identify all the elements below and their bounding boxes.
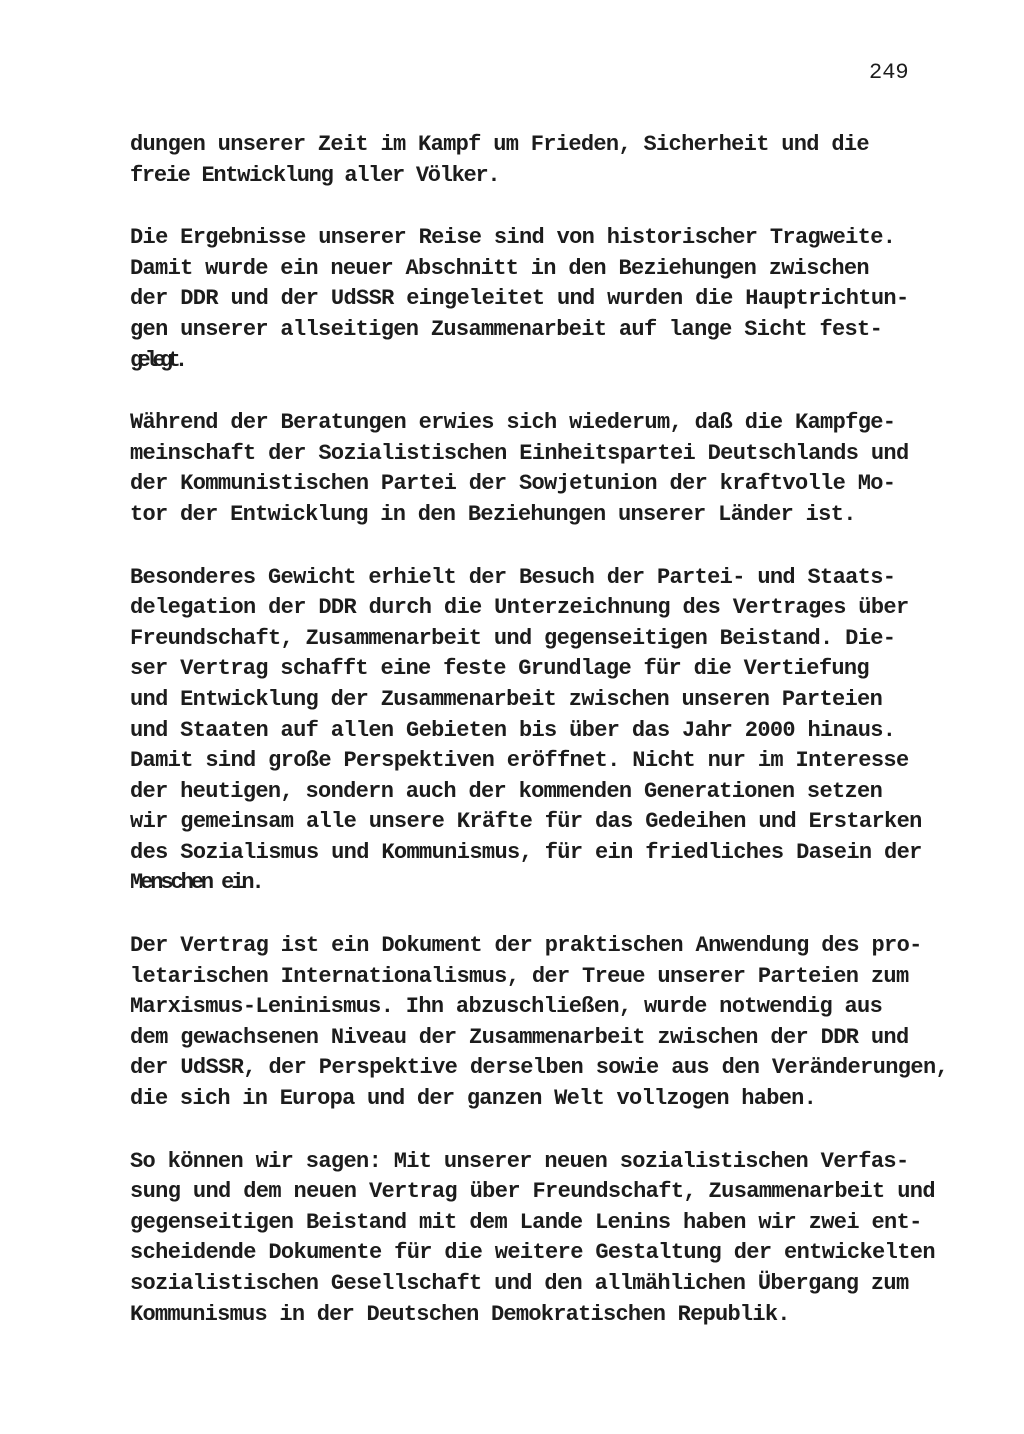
text-line: ser Vertrag schafft eine feste Grundlage für die Vertiefung [130, 656, 869, 682]
text-line: sozialistischen Gesellschaft und den allmählichen Übergang zum [130, 1271, 909, 1296]
page-number: 249 [869, 60, 909, 85]
paragraph [130, 408, 990, 530]
paragraph [130, 563, 990, 900]
text-line: letarischen Internationalismus, der Treue unserer Parteien zum [130, 963, 909, 989]
text-line: meinschaft der Sozialistischen Einheitspartei Deutschlands und [130, 440, 909, 466]
text-line: tor der Entwicklung in den Beziehungen unserer Länder ist. [130, 501, 856, 527]
text-line: dem gewachsenen Niveau der Zusammenarbeit zwischen der DDR und [130, 1024, 909, 1050]
text-line: Besonderes Gewicht erhielt der Besuch der Partei- und Staats- [130, 564, 896, 590]
text-line: Der Vertrag ist ein Dokument der praktischen Anwendung des pro- [130, 933, 922, 959]
text-line: So können wir sagen: Mit unserer neuen sozialistischen Verfas- [130, 1148, 909, 1174]
text-line: der UdSSR, der Perspektive derselben sowie aus den Veränderungen, [130, 1055, 949, 1081]
text-line: wir gemeinsam alle unsere Kräfte für das Gedeihen und Erstarken [130, 809, 922, 835]
text-line: des Sozialismus und Kommunismus, für ein friedliches Dasein der [130, 839, 922, 865]
text-line: die sich in Europa und der ganzen Welt vollzogen haben. [130, 1086, 817, 1112]
text-line: gegenseitigen Beistand mit dem Lande Lenins haben wir zwei ent- [130, 1209, 922, 1235]
text-line: und Entwicklung der Zusammenarbeit zwischen unseren Parteien [130, 686, 883, 712]
text-line: Damit sind große Perspektiven eröffnet. Nicht nur im Interesse [130, 748, 909, 774]
text-line: Marxismus-Leninismus. Ihn abzuschließen, wurde notwendig aus [130, 994, 883, 1020]
text-line: und Staaten auf allen Gebieten bis über das Jahr 2000 hinaus. [130, 717, 896, 743]
text-line: dungen unserer Zeit im Kampf um Frieden, Sicherheit und die [130, 132, 869, 157]
paragraph [130, 931, 990, 1115]
paragraph [130, 223, 990, 376]
text-line: Menschen ein. [130, 870, 262, 896]
text-line: Während der Beratungen erwies sich wiederum, daß die Kampfge- [130, 410, 896, 436]
text-line: freie Entwicklung aller Völker. [130, 162, 500, 188]
text-line: Damit wurde ein neuer Abschnitt in den Beziehungen zwischen [130, 255, 869, 281]
text-line: der heutigen, sondern auch der kommenden Generationen setzen [130, 778, 883, 804]
body-text [130, 130, 990, 1362]
text-line: gelegt. [130, 347, 183, 373]
text-line: Freundschaft, Zusammenarbeit und gegenseitigen Beistand. Die- [130, 625, 896, 651]
text-line: der Kommunistischen Partei der Sowjetunion der kraftvolle Mo- [130, 471, 896, 497]
paragraph [130, 130, 990, 191]
text-line: sung und dem neuen Vertrag über Freundschaft, Zusammenarbeit und [130, 1179, 935, 1205]
text-line: gen unserer allseitigen Zusammenarbeit auf lange Sicht fest- [130, 316, 883, 342]
paragraph [130, 1147, 990, 1331]
text-line: Die Ergebnisse unserer Reise sind von historischer Tragweite. [130, 225, 896, 251]
text-line: der DDR und der UdSSR eingeleitet und wurden die Hauptrichtun- [130, 286, 909, 312]
text-line: Kommunismus in der Deutschen Demokratischen Republik. [130, 1301, 790, 1327]
text-line: scheidende Dokumente für die weitere Gestaltung der entwickelten [130, 1240, 935, 1266]
text-line: delegation der DDR durch die Unterzeichnung des Vertrages über [130, 595, 909, 621]
